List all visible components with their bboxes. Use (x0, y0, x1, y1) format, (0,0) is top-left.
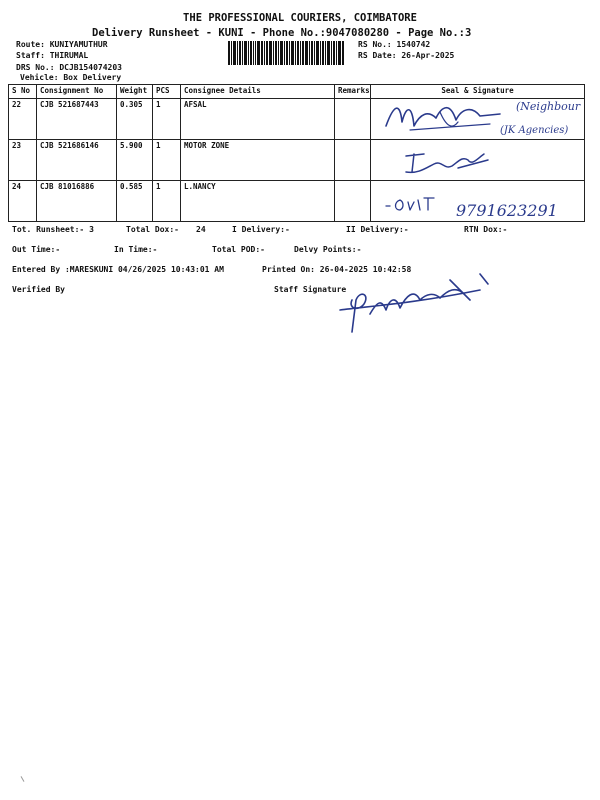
col-consignment: Consignment No (37, 85, 117, 99)
handwritten-phone-number: 9791623291 (456, 201, 558, 220)
cell-remarks (335, 181, 371, 222)
delivery-points: Delvy Points:- (294, 245, 362, 254)
cell-consignee: L.NANCY (181, 181, 335, 222)
handwritten-agency-note: (JK Agencies) (500, 125, 569, 136)
rs-date: RS Date: 26-Apr-2025 (358, 51, 455, 60)
rs-number: RS No.: 1540742 (358, 40, 431, 49)
cell-remarks (335, 99, 371, 140)
col-consignee: Consignee Details (181, 85, 335, 99)
table-row (9, 140, 585, 181)
printed-on: Printed On: 26-04-2025 10:42:58 (262, 265, 412, 274)
cell-weight: 5.900 (117, 140, 153, 181)
total-dox-value: 24 (196, 225, 206, 234)
cell-consignment: CJB 81016886 (37, 181, 117, 222)
drs-number: DRS No.: DCJB154074203 (16, 63, 122, 72)
cell-consignee: AFSAL (181, 99, 335, 140)
cell-consignee: MOTOR ZONE (181, 140, 335, 181)
staff-signature (330, 270, 500, 338)
cell-remarks (335, 140, 371, 181)
total-runsheet: Tot. Runsheet:- 3 (12, 225, 94, 234)
cell-consignment: CJB 521686146 (37, 140, 117, 181)
ii-delivery: II Delivery:- (346, 225, 409, 234)
runsheet-title: Delivery Runsheet - KUNI - Phone No.:9047080280 - Page No.:3 (92, 27, 472, 39)
out-time: Out Time:- (12, 245, 61, 254)
col-weight: Weight (117, 85, 153, 99)
cell-sno: 22 (9, 99, 37, 140)
col-sno: S No (9, 85, 37, 99)
route-label: Route: KUNIYAMUTHUR (16, 40, 108, 49)
col-pcs: PCS (153, 85, 181, 99)
cell-pcs: 1 (153, 140, 181, 181)
cell-seal-signature (371, 140, 585, 181)
cell-pcs: 1 (153, 181, 181, 222)
cell-consignment: CJB 521687443 (37, 99, 117, 140)
vehicle-label: Vehicle: Box Delivery (20, 73, 122, 82)
col-seal-signature: Seal & Signature (371, 85, 585, 99)
scan-mark (21, 776, 25, 782)
table-header-row (9, 85, 585, 99)
cell-weight: 0.305 (117, 99, 153, 140)
rtn-dox: RTN Dox:- (464, 225, 508, 234)
in-time: In Time:- (114, 245, 158, 254)
staff-signature-label: Staff Signature (274, 285, 347, 294)
cell-sno: 24 (9, 181, 37, 222)
verified-by: Verified By (12, 285, 65, 294)
i-delivery: I Delivery:- (232, 225, 290, 234)
col-remarks: Remarks (335, 85, 371, 99)
company-title: THE PROFESSIONAL COURIERS, COIMBATORE (183, 12, 417, 24)
cell-weight: 0.585 (117, 181, 153, 222)
handwritten-neighbour-note: (Neighbour (516, 100, 581, 113)
cell-sno: 23 (9, 140, 37, 181)
table-row (9, 99, 585, 140)
cell-pcs: 1 (153, 99, 181, 140)
total-pod: Total POD:- (212, 245, 265, 254)
total-dox-label: Total Dox:- (126, 225, 179, 234)
barcode-icon (228, 41, 344, 65)
entered-by: Entered By :MARESKUNI 04/26/2025 10:43:01 AM (12, 265, 224, 274)
staff-label: Staff: THIRUMAL (16, 51, 89, 60)
